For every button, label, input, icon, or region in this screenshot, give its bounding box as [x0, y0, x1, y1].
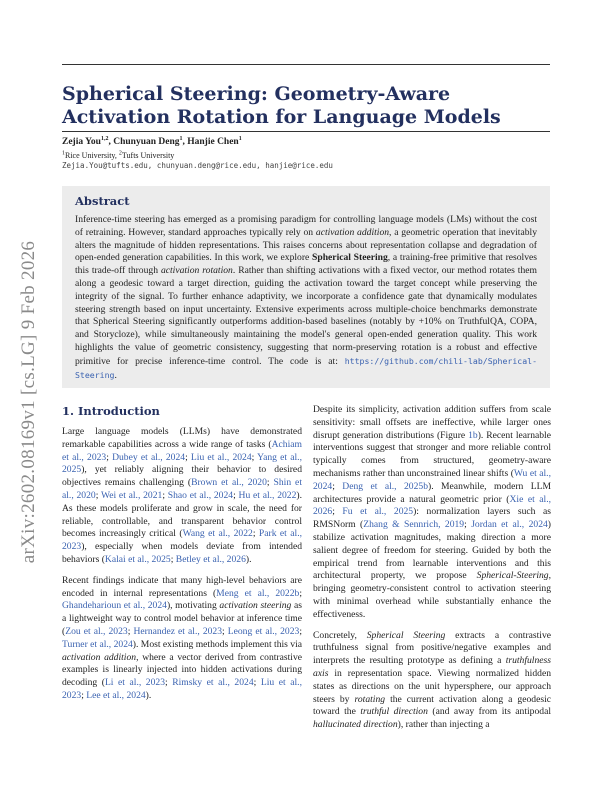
body-text: ;	[162, 489, 168, 501]
emphasis-text: activation addition	[62, 651, 137, 663]
author-superscript: 1	[179, 135, 183, 142]
body-text: ;	[464, 519, 472, 531]
top-rule	[62, 64, 550, 65]
citation-link[interactable]: Shin et al., 2020	[62, 477, 302, 501]
body-text: , bringing geometry-consistent control to activation steering with minimal overhead while substantially enhance the effectiveness.	[313, 570, 551, 620]
citation-link[interactable]: Rimsky et al., 2024	[172, 677, 254, 689]
abstract-strong: Spherical Steering	[312, 252, 388, 264]
paragraph	[62, 426, 302, 567]
abstract-emphasis: activation rotation	[160, 265, 233, 277]
paragraph	[62, 575, 302, 703]
citation-link[interactable]: 1b	[468, 429, 478, 441]
citation-link[interactable]: Zou et al., 2023	[65, 625, 128, 637]
affiliation-superscript: 1	[62, 150, 65, 157]
paragraph	[313, 630, 551, 732]
right-column	[313, 404, 551, 740]
abstract-span: , a geometric operation that inevitably alters the magnitude of hidden representations. This raises concerns about representation collapse and degradation of open-ended generation capabilities. In this work, we explore	[75, 226, 537, 264]
citation-link[interactable]: Turner et al., 2024	[62, 638, 133, 650]
abstract-emphasis: activation addition	[315, 226, 390, 238]
citation-link[interactable]: Wang et al., 2022	[182, 528, 253, 540]
abstract-span: . Rather than shifting activations with a fixed vector, our method rotates them along a geodesic toward a target direction, guiding the activation toward the target concept while preserving the integrity of the signal. To further enhance adaptivity, we incorporate a confidence gate that dynamically modulates steering strength based on input uncertainty. Extensive experiments across multiple-choice benchmarks demonstrate that Spherical Steering significantly outperforms addition-based baselines (notably by +10% on TruthfulQA, COPA, and Storycloze), while simultaneously maintaining the model's general open-ended generation quality. This work highlights the value of geometric consistency, suggesting that norm-preserving rotation is a robust and effective primitive for precise inference-time control. The code is at:	[75, 265, 537, 367]
paragraph	[313, 404, 551, 622]
body-text: (and away from its antipodal	[427, 706, 551, 718]
citation-link[interactable]: Ghandeharioun et al., 2024	[62, 600, 167, 612]
body-text: ;	[332, 506, 343, 518]
citation-link[interactable]: Jordan et al., 2024	[471, 519, 548, 531]
body-text: ;	[266, 477, 274, 489]
emphasis-text: Spherical-Steering	[476, 570, 549, 582]
citation-link[interactable]: Hernandez et al., 2023	[133, 625, 223, 637]
body-text: ;	[252, 528, 259, 540]
citation-link[interactable]: Achiam et al., 2023	[62, 438, 302, 463]
body-text: , where a vector derived from contrastive examples is linearly injected into hidden activations during decoding (	[62, 651, 302, 689]
citation-link[interactable]: Leong et al., 2023	[227, 625, 300, 637]
citation-link[interactable]: Liu et al., 2024	[190, 451, 252, 463]
citation-link[interactable]: Zhang & Sennrich, 2019	[363, 519, 465, 531]
abstract-span: , a training-free primitive that resolves this trade-off through	[75, 252, 538, 277]
emphasis-text: truthfulness axis	[313, 655, 551, 679]
body-text: ;	[185, 451, 191, 463]
abstract-box	[62, 186, 550, 388]
body-text: ), especially when models deviate from intended behaviors (	[62, 541, 302, 565]
body-text: Despite its simplicity, activation addition suffers from scale sensitivity: small offsets are ineffective, while larger ones disrupt generation distributions (Figure	[313, 404, 551, 441]
body-text: ) stabilize activation magnitudes, making direction a more salient degree of freedom for steering. Guided by both the empirical trend from learnable interventions and this architectural property, we propose	[313, 519, 551, 582]
affiliations	[62, 151, 174, 160]
body-text: ;	[332, 480, 343, 492]
author-list	[62, 137, 242, 147]
body-text: Recent findings indicate that many high-level behaviors are encoded in internal representations (	[62, 574, 302, 599]
arxiv-stamp-text: arXiv:2602.08169v1 [cs.LG] 9 Feb 2026	[18, 240, 39, 564]
emphasis-text: truthful direction	[360, 706, 428, 718]
title-rule	[62, 131, 550, 132]
body-text: ;	[222, 625, 228, 637]
citation-link[interactable]: Wu et al., 2024	[313, 467, 551, 492]
citation-link[interactable]: Deng et al., 2025b	[342, 480, 428, 492]
body-text: ;	[170, 553, 176, 565]
body-text: ;	[81, 689, 87, 701]
body-text: ;	[251, 451, 258, 463]
body-text: ;	[299, 587, 302, 599]
citation-link[interactable]: Li et al., 2023	[104, 677, 165, 689]
emphasis-text: rotating	[354, 693, 386, 705]
body-text: ), yet reliably aligning their behavior to desired objectives remains challenging (	[62, 464, 302, 489]
body-text: ;	[95, 489, 101, 501]
emphasis-text: hallucinated direction	[313, 719, 398, 731]
citation-link[interactable]: Fu et al., 2025	[342, 506, 414, 518]
emphasis-text: Spherical Steering	[366, 629, 446, 641]
body-text: extracts a contrastive truthfulness signal from positive/negative examples and interprets the resulting prototype as defining a	[313, 629, 552, 667]
body-text: ;	[299, 625, 302, 637]
author-name: Zejia You	[62, 137, 101, 147]
citation-link[interactable]: Shao et al., 2024	[167, 489, 234, 501]
body-text: Large language models (LLMs) have demonstrated remarkable capabilities across a wide range of tasks (	[62, 426, 302, 450]
body-text: ;	[253, 677, 261, 689]
abstract-text	[75, 214, 537, 382]
body-text: the current activation along a geodesic toward the	[313, 693, 552, 718]
body-text: ;	[127, 625, 134, 637]
author-name: , Chunyuan Deng	[108, 137, 180, 147]
abstract-span: Inference-time steering has emerged as a promising paradigm for controlling language models (LMs) without the cost of retraining. However, standard approaches typically rely on	[75, 214, 537, 238]
citation-link[interactable]: Meng et al., 2022b	[216, 587, 300, 599]
citation-link[interactable]: Wei et al., 2021	[100, 489, 163, 501]
body-text: ). Most existing methods implement this via	[132, 638, 303, 650]
body-text: as a lightweight way to control model behavior at inference time (	[62, 600, 303, 637]
body-text: ).	[245, 553, 252, 565]
body-text: ;	[165, 677, 173, 689]
abstract-heading: Abstract	[75, 194, 130, 208]
paper-title: Spherical Steering: Geometry-Aware Activation Rotation for Language Models	[62, 83, 501, 128]
body-text: ). Meanwhile, modern LLM architectures provide a natural geometric prior (	[313, 480, 551, 505]
body-text: ): normalization layers such as RMSNorm (	[313, 506, 551, 531]
body-text: ). Recent learnable interventions suggest that stronger and more reliable control typically comes from structured, geometry-aware mechanisms rather than unconstrained linear shifts (	[313, 429, 551, 479]
affiliation-text: Tufts University	[121, 151, 175, 160]
citation-link[interactable]: Dubey et al., 2024	[112, 451, 186, 463]
author-name: , Hanjie Chen	[182, 137, 239, 147]
citation-link[interactable]: Yang et al., 2025	[62, 451, 302, 476]
citation-link[interactable]: Kalai et al., 2025	[104, 553, 171, 565]
code-link[interactable]: https://github.com/chili-lab/Spherical-Steering	[75, 355, 537, 380]
citation-link[interactable]: Hu et al., 2022	[238, 489, 297, 501]
citation-link[interactable]: Park et al., 2023	[62, 528, 302, 553]
body-text: ;	[106, 451, 113, 463]
author-emails: Zejia.You@tufts.edu, chunyuan.deng@rice.edu, hanjie@rice.edu	[62, 161, 333, 170]
citation-link[interactable]: Lee et al., 2024	[86, 689, 146, 701]
section-heading-introduction: 1. Introduction	[62, 404, 160, 418]
body-text: ), motivating	[166, 600, 220, 612]
affiliation-superscript: 2	[118, 150, 122, 157]
body-text: ). As these models proliferate and grow in scale, the need for reliable, controllable, and transparent behavior control becomes increasingly critical (	[62, 489, 302, 540]
citation-link[interactable]: Liu et al., 2023	[62, 677, 302, 701]
citation-link[interactable]: Betley et al., 2026	[175, 553, 246, 565]
emphasis-text: activation steering	[219, 600, 292, 612]
body-text: ).	[145, 689, 152, 701]
body-text: ), rather than injecting a	[397, 719, 490, 731]
author-superscript: 1	[238, 135, 242, 142]
author-superscript: 1,2	[100, 135, 109, 142]
citation-link[interactable]: Xie et al., 2026	[313, 493, 552, 518]
body-text: Concretely,	[313, 629, 367, 641]
abstract-span: .	[114, 369, 117, 381]
body-text: in representation space. Viewing normalized hidden states as directions on the unit hypersphere, our approach steers by	[313, 667, 551, 705]
affiliation-text: Rice University,	[65, 151, 119, 160]
arxiv-stamp	[12, 232, 46, 572]
citation-link[interactable]: Brown et al., 2020	[191, 477, 267, 489]
left-column	[62, 426, 302, 711]
body-text: ;	[233, 489, 239, 501]
